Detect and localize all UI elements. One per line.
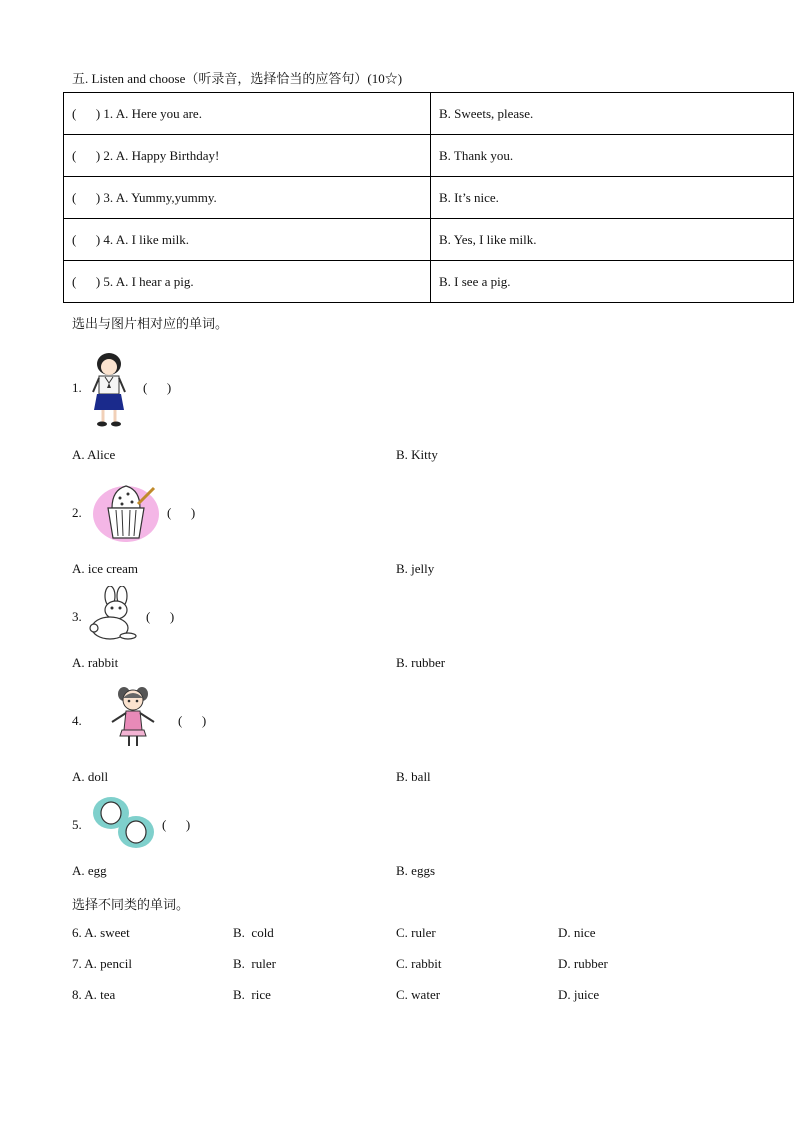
option-b[interactable]: B. rubber (396, 655, 446, 670)
choice-c[interactable]: C. ruler (396, 925, 436, 940)
question-cell[interactable]: ( ) 3. A. Yummy,yummy. (64, 177, 431, 219)
option-b[interactable]: B. eggs (396, 863, 435, 878)
option-a[interactable]: A. rabbit (72, 655, 119, 670)
answer-blank[interactable]: ( ) (162, 817, 191, 832)
choice-c[interactable]: C. water (396, 987, 441, 1002)
question-number: 2. (72, 505, 82, 520)
question-cell[interactable]: ( ) 4. A. I like milk. (64, 219, 431, 261)
eggs-icon (90, 794, 158, 852)
section-title-listen: 五. Listen and choose（听录音，选择恰当的应答句）(10☆) (72, 71, 403, 86)
answer-cell: B. Sweets, please. (431, 93, 794, 135)
rabbit-icon (88, 586, 144, 642)
section-title-odd-one-out: 选择不同类的单词。 (72, 897, 190, 912)
girl-icon (88, 350, 130, 428)
option-a[interactable]: A. egg (72, 863, 107, 878)
skirt (94, 394, 124, 410)
option-a[interactable]: A. ice cream (72, 561, 139, 576)
question-number: 1. (72, 380, 82, 395)
table-row (64, 135, 794, 177)
doll-icon (104, 686, 162, 750)
table-row (64, 177, 794, 219)
option-b[interactable]: B. ball (396, 769, 431, 784)
table-row (64, 261, 794, 303)
choice-d[interactable]: D. juice (558, 987, 600, 1002)
choice-a[interactable]: 7. A. pencil (72, 956, 132, 971)
answer-cell: B. Thank you. (431, 135, 794, 177)
answer-cell: B. I see a pig. (431, 261, 794, 303)
option-a[interactable]: A. Alice (72, 447, 116, 462)
choice-a[interactable]: 8. A. tea (72, 987, 116, 1002)
section-title-pictures: 选出与图片相对应的单词。 (72, 316, 229, 331)
question-cell[interactable]: ( ) 5. A. I hear a pig. (64, 261, 431, 303)
listen-table (63, 92, 794, 303)
choice-b[interactable]: B. rice (233, 987, 271, 1002)
answer-cell: B. Yes, I like milk. (431, 219, 794, 261)
table-row (64, 93, 794, 135)
question-cell[interactable]: ( ) 2. A. Happy Birthday! (64, 135, 431, 177)
answer-blank[interactable]: ( ) (146, 609, 175, 624)
choice-d[interactable]: D. nice (558, 925, 596, 940)
question-number: 3. (72, 609, 82, 624)
table-row (64, 219, 794, 261)
answer-cell: B. It’s nice. (431, 177, 794, 219)
option-a[interactable]: A. doll (72, 769, 109, 784)
choice-a[interactable]: 6. A. sweet (72, 925, 130, 940)
answer-blank[interactable]: ( ) (143, 380, 172, 395)
answer-blank[interactable]: ( ) (167, 505, 196, 520)
question-number: 5. (72, 817, 82, 832)
question-number: 4. (72, 713, 82, 728)
question-cell[interactable]: ( ) 1. A. Here you are. (64, 93, 431, 135)
option-b[interactable]: B. jelly (396, 561, 435, 576)
choice-b[interactable]: B. ruler (233, 956, 276, 971)
choice-b[interactable]: B. cold (233, 925, 274, 940)
choice-c[interactable]: C. rabbit (396, 956, 442, 971)
ice-cream-icon (92, 480, 160, 544)
choice-d[interactable]: D. rubber (558, 956, 608, 971)
answer-blank[interactable]: ( ) (178, 713, 207, 728)
option-b[interactable]: B. Kitty (396, 447, 438, 462)
